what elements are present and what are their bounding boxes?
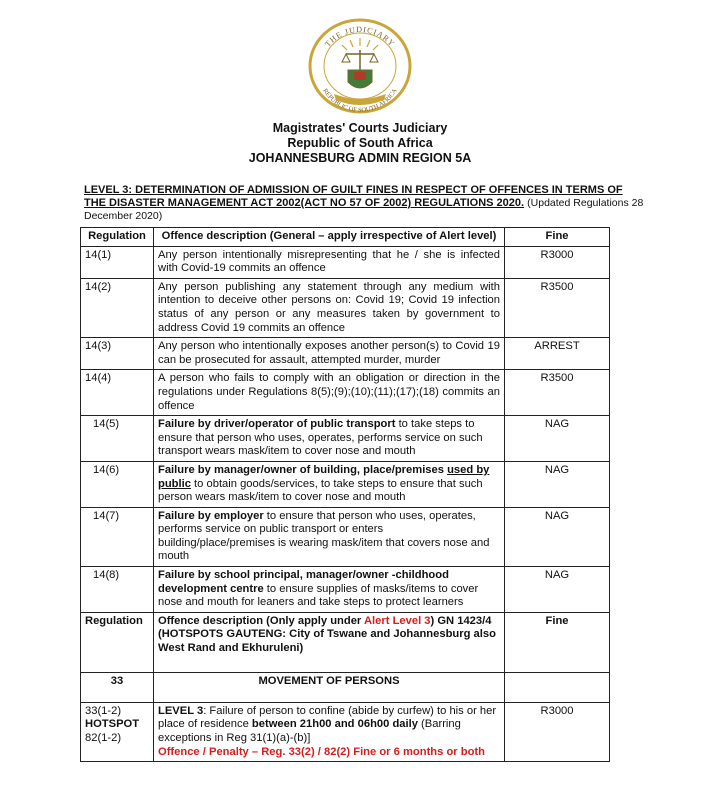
header-offence-description: Offence description (General – apply irrespective of Alert level) bbox=[154, 228, 505, 247]
fine-cell: R3000 bbox=[505, 246, 610, 278]
title-updated-note: (Updated Regulations 28 December 2020) bbox=[84, 197, 644, 222]
offence-text: to obtain goods/services, to take steps to ensure that such person wears mask/item to cover nose and mouth bbox=[158, 477, 483, 504]
offence-heading: Failure by manager/owner of building, place/premises bbox=[158, 463, 448, 476]
header-court-name: Magistrates' Courts Judiciary bbox=[272, 121, 448, 135]
fine-cell: NAG bbox=[505, 461, 610, 507]
table-row bbox=[81, 461, 610, 507]
hotspot-label: HOTSPOT bbox=[85, 718, 140, 731]
regulation-cell: 14(8) bbox=[81, 567, 154, 613]
regulation-cell: 14(7) bbox=[81, 507, 154, 566]
description-cell: Any person who intentionally exposes another person(s) to Covid 19 can be prosecuted for assault, attempted murder, murder bbox=[154, 338, 505, 370]
description-cell bbox=[154, 567, 505, 613]
table-row bbox=[81, 278, 610, 337]
level-label: LEVEL 3 bbox=[158, 704, 204, 717]
description-cell bbox=[154, 702, 505, 761]
description-cell bbox=[154, 461, 505, 507]
table-row bbox=[81, 246, 610, 278]
regulation-82: 82(1-2) bbox=[85, 732, 122, 745]
description-cell: Any person intentionally misrepresenting that he / she is infected with Covid-19 commits an offence bbox=[154, 246, 505, 278]
section-description-label bbox=[154, 612, 505, 672]
fine-cell: R3000 bbox=[505, 702, 610, 761]
penalty-text: Offence / Penalty – Reg. 33(2) / 82(2) Fine or 6 months or both bbox=[158, 745, 485, 758]
table-row bbox=[81, 370, 610, 416]
table-row bbox=[81, 338, 610, 370]
regulation-cell bbox=[81, 702, 154, 761]
regulation-cell: 14(6) bbox=[81, 461, 154, 507]
fine-cell: R3500 bbox=[505, 370, 610, 416]
offence-text: to ensure supplies of masks/items to cover nose and mouth for leaners and take steps to protect learners bbox=[158, 582, 479, 609]
regulation-cell: 14(4) bbox=[81, 370, 154, 416]
table-row bbox=[81, 702, 610, 761]
alert-level-label: Alert Level 3 bbox=[363, 614, 431, 627]
table-row bbox=[81, 416, 610, 462]
section-desc-part-a: Offence description (Only apply under bbox=[158, 614, 364, 627]
offence-text: to ensure that person who uses, operates, performs service on public transport or enters building/place/premises is wearing mask/item that covers nose and mouth bbox=[158, 509, 490, 563]
section-regulation-label: Regulation bbox=[81, 612, 154, 672]
svg-text:REPUBLIC OF SOUTH AFRICA: REPUBLIC OF SOUTH AFRICA bbox=[321, 87, 399, 115]
offence-heading: Failure by employer bbox=[158, 509, 264, 522]
table-row bbox=[81, 567, 610, 613]
header-region: JOHANNESBURG ADMIN REGION 5A bbox=[248, 151, 472, 165]
fine-cell: R3500 bbox=[505, 278, 610, 337]
svg-text:THE JUDICIARY: THE JUDICIARY bbox=[323, 24, 397, 49]
offence-heading: Failure by driver/operator of public transport bbox=[158, 418, 396, 431]
description-cell: A person who fails to comply with an obligation or direction in the regulations under Regulations 8(5);(9);(10);(11);(17);(18) commits an offence bbox=[154, 370, 505, 416]
section-number: 33 bbox=[81, 672, 154, 702]
header-regulation: Regulation bbox=[81, 228, 154, 247]
curfew-hours: between 21h00 and 06h00 daily bbox=[251, 718, 418, 731]
section-desc-part-b: ) GN 1423/4 (HOTSPOTS GAUTENG: City of Tswane and Johannesburg also West Rand and Ekhuruleni) bbox=[158, 614, 496, 655]
fine-cell: ARREST bbox=[505, 338, 610, 370]
document-title bbox=[84, 184, 644, 223]
regulation-33: 33(1-2) bbox=[85, 704, 122, 717]
description-cell: Any person publishing any statement through any medium with intention to deceive other persons on: Covid 19; Covid 19 infection status of any person or any measures taken by government to address Covid 19 commits an offence bbox=[154, 278, 505, 337]
regulation-cell: 14(3) bbox=[81, 338, 154, 370]
regulation-cell: 14(2) bbox=[81, 278, 154, 337]
fine-cell: NAG bbox=[505, 416, 610, 462]
header-country: Republic of South Africa bbox=[287, 136, 433, 150]
section-fine-label: Fine bbox=[505, 612, 610, 672]
offence-heading-underlined: used by public bbox=[158, 463, 490, 490]
regulation-cell: 14(5) bbox=[81, 416, 154, 462]
description-cell bbox=[154, 507, 505, 566]
offence-text: to take steps to ensure that person who uses, operates, performs service on such transport wears mask/item to cover nose and mouth bbox=[158, 418, 483, 458]
regulation-cell: 14(1) bbox=[81, 246, 154, 278]
header-fine: Fine bbox=[505, 228, 610, 247]
table-header-row bbox=[81, 228, 610, 247]
section-title-row bbox=[81, 672, 610, 702]
section-header-row bbox=[81, 612, 610, 672]
description-cell bbox=[154, 416, 505, 462]
fine-cell: NAG bbox=[505, 567, 610, 613]
curfew-exceptions: (Barring exceptions in Reg 31(1)(a)-(b)] bbox=[158, 718, 461, 745]
table-row bbox=[81, 507, 610, 566]
fine-cell: NAG bbox=[505, 507, 610, 566]
curfew-text: : Failure of person to confine (abide by curfew) to his or her place of residence bbox=[158, 704, 497, 731]
title-main: LEVEL 3: DETERMINATION OF ADMISSION OF GUILT FINES IN RESPECT OF OFFENCES IN TERMS OF THE DISASTER MANAGEMENT ACT 2002(ACT NO 57 OF 2002) REGULATIONS 2020. bbox=[84, 184, 623, 209]
fines-table bbox=[80, 227, 610, 762]
offence-heading: Failure by school principal, manager/owner -childhood development centre bbox=[158, 569, 449, 595]
judiciary-seal-logo bbox=[290, 14, 430, 116]
section-fine-empty bbox=[505, 672, 610, 702]
section-title: MOVEMENT OF PERSONS bbox=[154, 672, 505, 702]
